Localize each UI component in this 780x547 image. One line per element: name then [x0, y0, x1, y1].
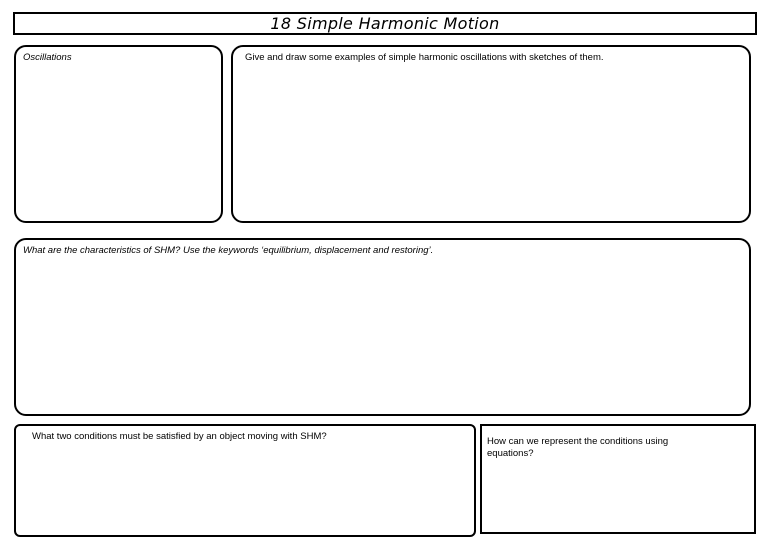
examples-prompt: Give and draw some examples of simple harmonic oscillations with sketches of them. [245, 52, 604, 63]
oscillations-answer-box[interactable] [14, 45, 223, 223]
characteristics-prompt: What are the characteristics of SHM? Use the keywords ‘equilibrium, displacement and restoring’. [23, 245, 434, 256]
worksheet-title-bar [13, 12, 757, 35]
page-title: 18 Simple Harmonic Motion [270, 14, 500, 33]
conditions-answer-box[interactable] [14, 424, 476, 537]
oscillations-prompt: Oscillations [23, 52, 72, 63]
equations-answer-box[interactable] [480, 424, 756, 534]
examples-answer-box[interactable] [231, 45, 751, 223]
equations-prompt: How can we represent the conditions using equations? [487, 436, 669, 459]
conditions-prompt: What two conditions must be satisfied by an object moving with SHM? [32, 431, 327, 442]
characteristics-answer-box[interactable] [14, 238, 751, 416]
